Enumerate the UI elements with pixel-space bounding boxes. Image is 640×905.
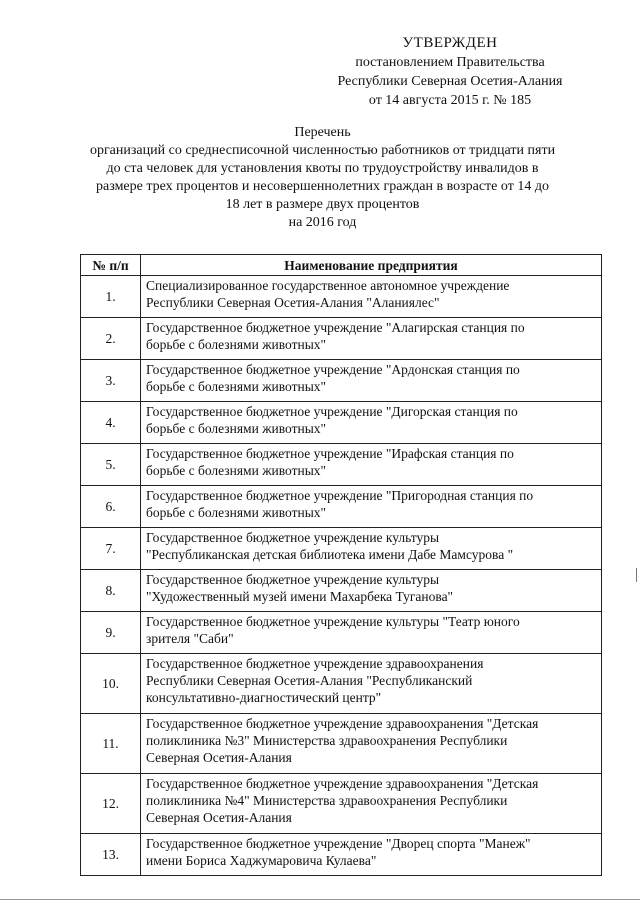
row-number: 12. bbox=[81, 774, 141, 834]
header-organization-name: Наименование предприятия bbox=[141, 255, 602, 276]
row-number: 11. bbox=[81, 714, 141, 774]
name-line: Государственное бюджетное учреждение "Дигорская станция по bbox=[146, 404, 518, 419]
organization-name bbox=[141, 486, 602, 528]
table-header-row bbox=[81, 255, 602, 276]
organization-name bbox=[141, 318, 602, 360]
table-row bbox=[81, 834, 602, 876]
row-number: 6. bbox=[81, 486, 141, 528]
organization-name bbox=[141, 612, 602, 654]
table-row bbox=[81, 318, 602, 360]
header-number: № п/п bbox=[81, 255, 141, 276]
organization-name bbox=[141, 402, 602, 444]
approval-heading: УТВЕРЖДЕН bbox=[402, 35, 498, 51]
approval-decree-line: постановлением Правительства bbox=[355, 55, 545, 70]
title-line: организаций со среднесписочной численностью работников от тридцати пяти bbox=[89, 143, 556, 158]
row-number: 10. bbox=[81, 654, 141, 714]
name-line: Государственное бюджетное учреждение культуры "Театр юного bbox=[146, 614, 520, 629]
title-heading: Перечень bbox=[294, 125, 351, 140]
row-number: 9. bbox=[81, 612, 141, 654]
document-title bbox=[60, 124, 585, 232]
organizations-table bbox=[80, 254, 602, 876]
name-line: Республики Северная Осетия-Алания "Аланиялес" bbox=[146, 295, 440, 310]
approval-government-line: Республики Северная Осетия-Алания bbox=[337, 74, 563, 89]
name-line: поликлиника №4" Министерства здравоохранения Республики bbox=[146, 793, 508, 808]
name-line: зрителя "Саби" bbox=[146, 631, 234, 646]
row-number: 7. bbox=[81, 528, 141, 570]
name-line: Государственное бюджетное учреждение "Алагирская станция по bbox=[146, 320, 525, 335]
organization-name bbox=[141, 276, 602, 318]
scan-edge-mark bbox=[636, 568, 637, 582]
name-line: борьбе с болезнями животных" bbox=[146, 505, 327, 520]
row-number: 5. bbox=[81, 444, 141, 486]
title-year: на 2016 год bbox=[288, 215, 357, 230]
row-number: 2. bbox=[81, 318, 141, 360]
organization-name bbox=[141, 714, 602, 774]
organization-name bbox=[141, 570, 602, 612]
name-line: консультативно-диагностический центр" bbox=[146, 690, 382, 705]
name-line: Северная Осетия-Алания bbox=[146, 750, 292, 765]
organization-name bbox=[141, 654, 602, 714]
organization-name bbox=[141, 834, 602, 876]
table-row bbox=[81, 486, 602, 528]
name-line: Государственное бюджетное учреждение культуры bbox=[146, 530, 440, 545]
name-line: Государственное бюджетное учреждение здравоохранения bbox=[146, 656, 484, 671]
name-line: поликлиника №3" Министерства здравоохранения Республики bbox=[146, 733, 508, 748]
name-line: борьбе с болезнями животных" bbox=[146, 379, 327, 394]
table-row bbox=[81, 360, 602, 402]
table-row bbox=[81, 276, 602, 318]
approval-stamp bbox=[300, 34, 600, 110]
scan-bottom-edge bbox=[0, 899, 640, 900]
title-line: размере трех процентов и несовершеннолетних граждан в возрасте от 14 до bbox=[96, 179, 549, 194]
table-row bbox=[81, 612, 602, 654]
name-line: Северная Осетия-Алания bbox=[146, 810, 292, 825]
row-number: 13. bbox=[81, 834, 141, 876]
name-line: Государственное бюджетное учреждение "Пригородная станция по bbox=[146, 488, 534, 503]
row-number: 4. bbox=[81, 402, 141, 444]
name-line: Государственное бюджетное учреждение "Ардонская станция по bbox=[146, 362, 520, 377]
name-line: борьбе с болезнями животных" bbox=[146, 463, 327, 478]
table-row bbox=[81, 402, 602, 444]
table-row bbox=[81, 654, 602, 714]
row-number: 8. bbox=[81, 570, 141, 612]
table-row bbox=[81, 444, 602, 486]
organization-name bbox=[141, 528, 602, 570]
table-row bbox=[81, 714, 602, 774]
row-number: 1. bbox=[81, 276, 141, 318]
row-number: 3. bbox=[81, 360, 141, 402]
organization-name bbox=[141, 444, 602, 486]
organization-name bbox=[141, 774, 602, 834]
title-line: 18 лет в размере двух процентов bbox=[225, 197, 420, 212]
name-line: Специализированное государственное автономное учреждение bbox=[146, 278, 510, 293]
name-line: Государственное бюджетное учреждение "Дворец спорта "Манеж" bbox=[146, 836, 531, 851]
name-line: борьбе с болезнями животных" bbox=[146, 421, 327, 436]
name-line: Государственное бюджетное учреждение культуры bbox=[146, 572, 440, 587]
table-row bbox=[81, 570, 602, 612]
name-line: борьбе с болезнями животных" bbox=[146, 337, 327, 352]
name-line: Республики Северная Осетия-Алания "Республиканский bbox=[146, 673, 473, 688]
approval-date-line: от 14 августа 2015 г. № 185 bbox=[368, 93, 532, 108]
name-line: Государственное бюджетное учреждение здравоохранения "Детская bbox=[146, 716, 539, 731]
organization-name bbox=[141, 360, 602, 402]
name-line: имени Бориса Хаджумаровича Кулаева" bbox=[146, 853, 377, 868]
name-line: Государственное бюджетное учреждение здравоохранения "Детская bbox=[146, 776, 539, 791]
table-row bbox=[81, 774, 602, 834]
name-line: Государственное бюджетное учреждение "Ирафская станция по bbox=[146, 446, 514, 461]
name-line: "Республиканская детская библиотека имени Дабе Мамсурова " bbox=[146, 547, 514, 562]
title-line: до ста человек для установления квоты по трудоустройству инвалидов в bbox=[106, 161, 539, 176]
table-row bbox=[81, 528, 602, 570]
name-line: "Художественный музей имени Махарбека Туганова" bbox=[146, 589, 454, 604]
